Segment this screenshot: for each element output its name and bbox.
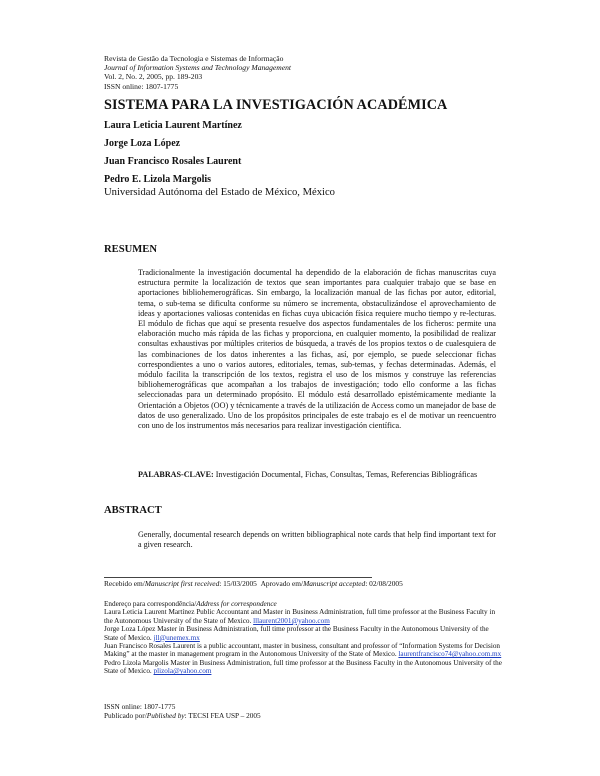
manuscript-dates	[104, 579, 403, 588]
email-link[interactable]: lllaurent2001@yahoo.com	[253, 616, 330, 625]
journal-issn: ISSN online: 1807-1775	[104, 81, 179, 91]
keywords-list: Investigación Documental, Fichas, Consultas, Temas, Referencias Bibliográficas	[215, 470, 478, 479]
received-label: Recebido em/	[104, 579, 145, 588]
accepted-label: Aprovado em/	[260, 579, 304, 588]
author-name: Laura Leticia Laurent Martínez	[104, 120, 242, 131]
author-note: Juan Francisco Rosales Laurent is a public accountant, master in business, consultant and professor of “Information Systems for Decision Making” at the master in management program in the Autonomous University of the State of Mexico. laurentfrancisco74@yahoo.com.mx	[104, 642, 502, 659]
footnote-divider	[104, 577, 372, 578]
resumen-body: Tradicionalmente la investigación documental ha dependido de la elaboración de fichas manuscritas cuya estructura permite la localización de textos que sean importantes para cualquier trabajo que se base en aportaciones bibliohemerográficas. Sin embargo, la localización manual de las fichas por autor, editorial, tema, o sub-tema se dificulta conforme su número se incrementa, obstaculizándose el aprovechamiento de ideas y aportaciones valiosas contenidas en fichas cuya ubicación física requiere mucho tiempo y re-lecturas. El módulo de fichas que aquí se presenta resuelve dos aspectos fundamentales de los ficheros: permite una elaboración mucho más rápida de las fichas y proporciona, en cualquier momento, la posibilidad de realizar consultas exhaustivas por múltiples criterios de búsqueda, a través de los propios textos o de cualesquiera de las combinaciones de los datos inherentes a las fichas, así, por ejemplo, se puede seleccionar fichas correspondientes a uno o varios autores, editoriales, temas, sub-temas, y fechas determinadas. Además, el módulo facilita la transcripción de los textos, registra el uso de los mismos y construye las referencias bibliohemerográficas que acompañan a los trabajos de investigación; todo ello conforme a las fichas seleccionadas para un determinado propósito. El módulo está desarrollado epistémicamente mediante la Orientación a Objetos (OO) y técnicamente a través de la utilización de Access como un manejador de base de datos de uso generalizado. Uno de los propósitos principales de este trabajo es el de motivar un reencuentro con uno de los instrumentos más necesarios para realizar investigación científica.	[138, 268, 496, 431]
received-label-en: Manuscript first received	[144, 579, 220, 588]
author-name: Jorge Loza López	[104, 138, 181, 149]
author-note: Pedro Lizola Margolis Master in Business Administration, full time professor at the Business Faculty in the Autonomous University of the State of Mexico. plizola@yahoo.com	[104, 658, 502, 676]
keywords-label: PALABRAS-CLAVE:	[138, 470, 214, 479]
email-link[interactable]: laurentfrancisco74@yahoo.com.mx	[398, 650, 502, 659]
abstract-body: Generally, documental research depends on written bibliographical note cards that help find important text for a given research.	[138, 530, 496, 550]
resumen-heading: RESUMEN	[104, 244, 157, 255]
correspondence-label: Endereço para correspondência/Address for correspondence	[104, 600, 277, 608]
journal-volume: Vol. 2, No. 2, 2005, pp. 189-203	[104, 72, 203, 82]
keywords	[138, 470, 496, 480]
abstract-heading: ABSTRACT	[104, 505, 162, 516]
page-footer	[104, 702, 261, 720]
correspondence-notes	[104, 600, 502, 676]
article-title: SISTEMA PARA LA INVESTIGACIÓN ACADÉMICA	[104, 97, 448, 113]
footer-issn: ISSN online: 1807-1775	[104, 702, 176, 711]
received-date: : 15/03/2005	[219, 579, 257, 588]
accepted-date: : 02/08/2005	[365, 579, 403, 588]
author-name: Juan Francisco Rosales Laurent	[104, 156, 242, 167]
footer-publisher: Publicado por/Published by: TECSI FEA USP – 2005	[104, 711, 261, 721]
affiliation: Universidad Autónoma del Estado de México, México	[104, 187, 335, 198]
email-link[interactable]: jll@unemex.mx	[153, 633, 200, 642]
journal-header	[104, 54, 291, 91]
author-note: Jorge Loza López Master in Business Administration, full time professor at the Business Faculty in the Autonomous University of the State of Mexico. jll@unemex.mx	[104, 625, 489, 642]
accepted-label-en: Manuscript accepted	[303, 579, 366, 588]
author-name: Pedro E. Lizola Margolis	[104, 174, 212, 185]
email-link[interactable]: plizola@yahoo.com	[153, 667, 212, 676]
journal-name-en: Journal of Information Systems and Technology Management	[104, 63, 292, 73]
journal-name-pt: Revista de Gestão da Tecnologia e Sistemas de Informação	[104, 54, 284, 63]
author-note: Laura Leticia Laurent Martínez Public Accountant and Master in Business Administration, full time professor at the Business Faculty in the Autonomous University of the State of Mexico. lllaurent2001@yahoo.com	[104, 608, 496, 625]
